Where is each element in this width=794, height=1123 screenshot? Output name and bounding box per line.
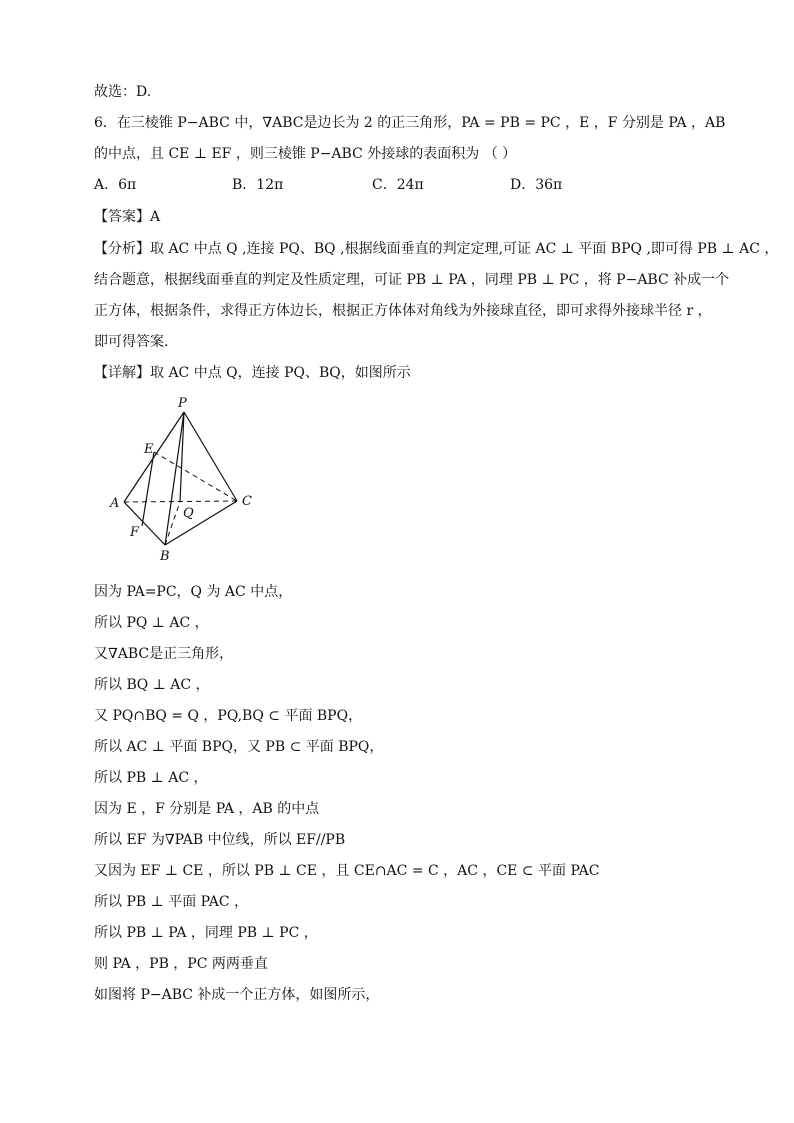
question-text-line-1: 6．在三棱锥 P−ABC 中，∇ABC是边长为 2 的正三角形，PA = PB = PC ，E ，F 分别是 PA ，AB [94,115,726,131]
option-a: A．6π [94,177,137,193]
label-p: P [178,396,187,411]
option-c: C．24π [372,177,424,193]
option-b: B．12π [232,177,284,193]
answer-line: 【答案】A [94,209,161,225]
label-q: Q [183,506,194,521]
proof-line-13: 则 PA ，PB ，PC 两两垂直 [94,956,268,972]
proof-line-8: 因为 E ，F 分别是 PA ，AB 的中点 [94,801,320,817]
tetrahedron-figure [100,393,270,568]
segment-bq-dashed [165,502,180,545]
proof-line-4: 所以 BQ ⊥ AC ， [94,677,210,693]
segment-ec-dashed [154,452,237,501]
analysis-line-3: 正方体，根据条件，求得正方体边长，根据正方体体对角线为外接球直径，即可求得外接球半径 r ， [94,303,712,319]
proof-line-7: 所以 PB ⊥ AC ， [94,770,208,786]
proof-line-14: 如图将 P−ABC 补成一个正方体，如图所示， [94,987,380,1003]
proof-line-12: 所以 PB ⊥ PA ，同理 PB ⊥ PC ， [94,925,318,941]
proof-line-1: 因为 PA=PC，Q 为 AC 中点， [94,584,293,600]
label-a: A [110,496,120,511]
edge-pc [184,412,237,501]
option-d: D．36π [510,177,563,193]
label-e: E [144,442,154,457]
edge-bc [165,501,237,545]
proof-line-9: 所以 EF 为∇PAB 中位线，所以 EF//PB [94,832,346,848]
proof-line-5: 又 PQ∩BQ = Q ，PQ,BQ ⊂ 平面 BPQ， [94,708,363,724]
detail-intro-line: 【详解】取 AC 中点 Q，连接 PQ、BQ，如图所示 [94,365,411,381]
analysis-line-2: 结合题意，根据线面垂直的判定及性质定理，可证 PB ⊥ PA ，同理 PB ⊥ PC ，将 P−ABC 补成一个 [94,272,730,288]
label-b: B [160,549,170,564]
analysis-line-1: 【分析】取 AC 中点 Q ,连接 PQ、BQ ,根据线面垂直的判定定理,可证 AC ⊥ 平面 BPQ ,即可得 PB ⊥ AC ， [94,241,779,257]
label-f: F [130,525,140,540]
edge-ac-dashed [124,501,237,502]
analysis-line-4: 即可得答案. [94,334,169,350]
segment-ef [142,452,154,526]
label-c: C [242,494,252,509]
proof-line-10: 又因为 EF ⊥ CE ，所以 PB ⊥ CE ，且 CE∩AC = C ，AC ，CE ⊂ 平面 PAC [94,863,600,879]
proof-line-6: 所以 AC ⊥ 平面 BPQ，又 PB ⊂ 平面 BPQ， [94,739,384,755]
question-text-line-2: 的中点，且 CE ⊥ EF ，则三棱锥 P−ABC 外接球的表面积为 （ ） [94,146,517,162]
previous-answer-line: 故选：D. [94,84,152,100]
proof-line-3: 又∇ABC是正三角形， [94,646,234,662]
proof-line-2: 所以 PQ ⊥ AC ， [94,615,209,631]
proof-line-11: 所以 PB ⊥ 平面 PAC ， [94,894,249,910]
edge-pa [124,412,184,502]
